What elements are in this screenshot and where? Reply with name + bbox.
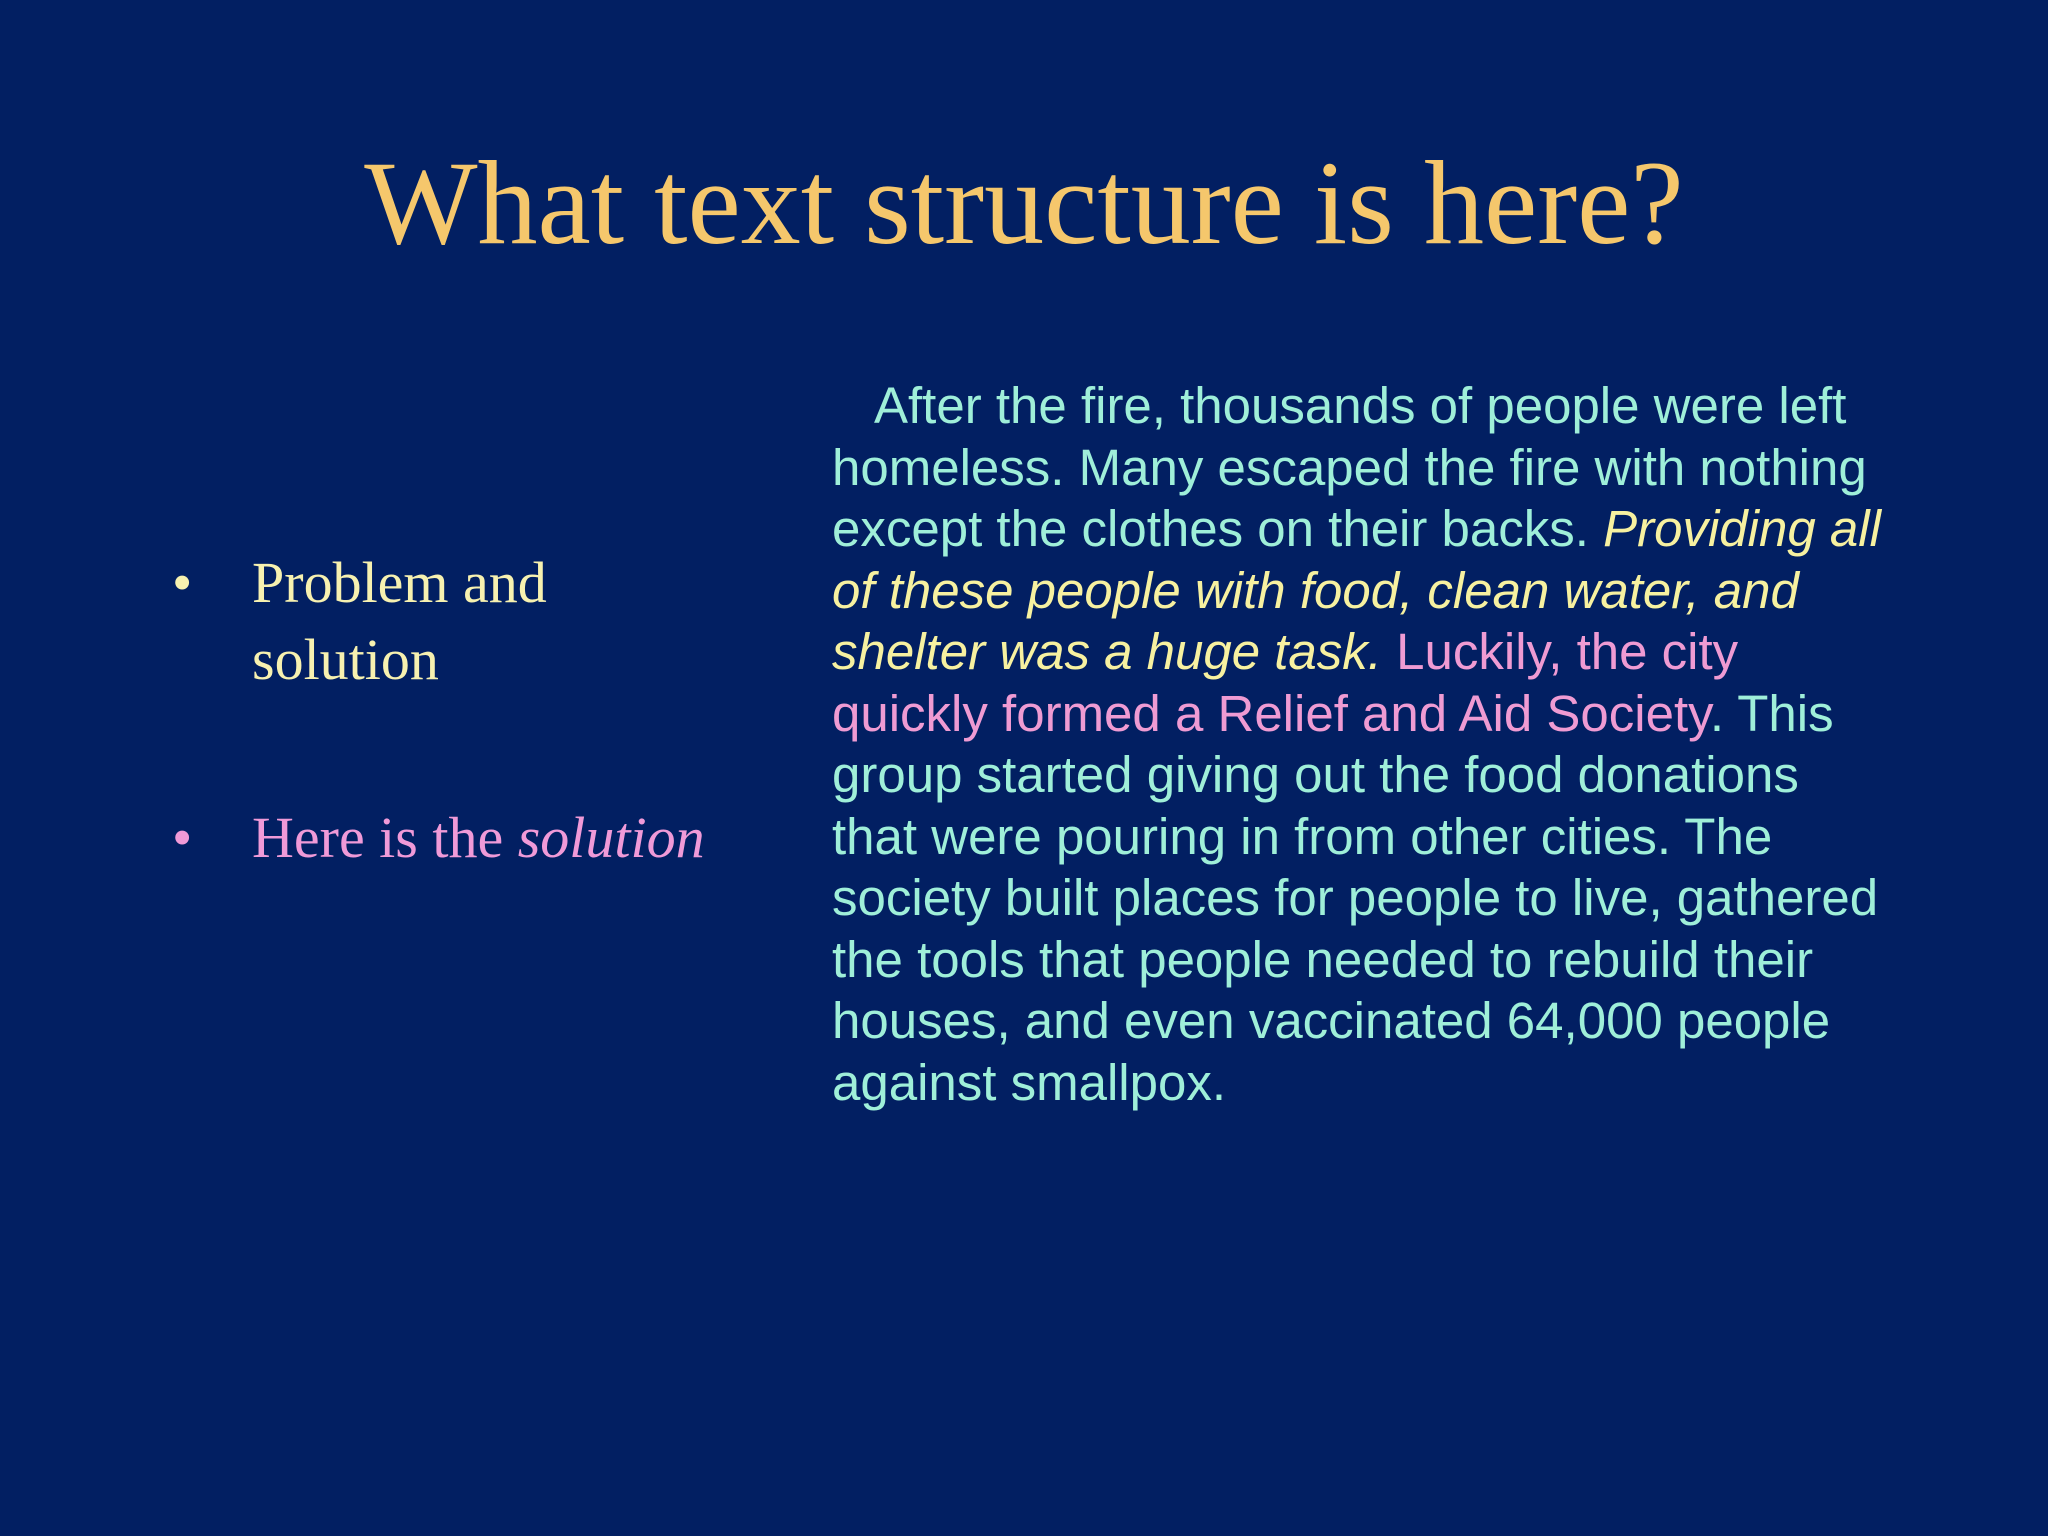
bullet-list bbox=[170, 544, 730, 876]
bullet-item-solution bbox=[170, 799, 730, 876]
bullet-marker: • bbox=[172, 550, 193, 615]
slide-title: What text structure is here? bbox=[364, 136, 1684, 269]
bullet-text: Problem and solution bbox=[252, 550, 547, 692]
reading-passage bbox=[832, 375, 1892, 1113]
passage-rest: . This group started giving out the food donations that were pouring in from other cities. The society built places for people to live, gathered the tools that people needed to rebuild their houses, and even vaccinated 64,000 people against smallpox. bbox=[832, 684, 1879, 1111]
bullet-emphasis-text: solution bbox=[517, 805, 705, 870]
passage-intro: After the fire, thousands of people were left homeless. Many escaped the fire with nothing except the clothes on their backs. bbox=[832, 377, 1867, 557]
bullet-text: Here is the bbox=[252, 805, 518, 870]
passage-problem-highlight: Providing all of these people with food, clean water, and shelter was a huge task. bbox=[832, 500, 1881, 680]
bullet-marker: • bbox=[172, 805, 193, 870]
bullet-item-problem-and-solution bbox=[170, 544, 730, 698]
passage-solution-highlight: Luckily, the city quickly formed a Relief and Aid Society bbox=[832, 623, 1739, 742]
